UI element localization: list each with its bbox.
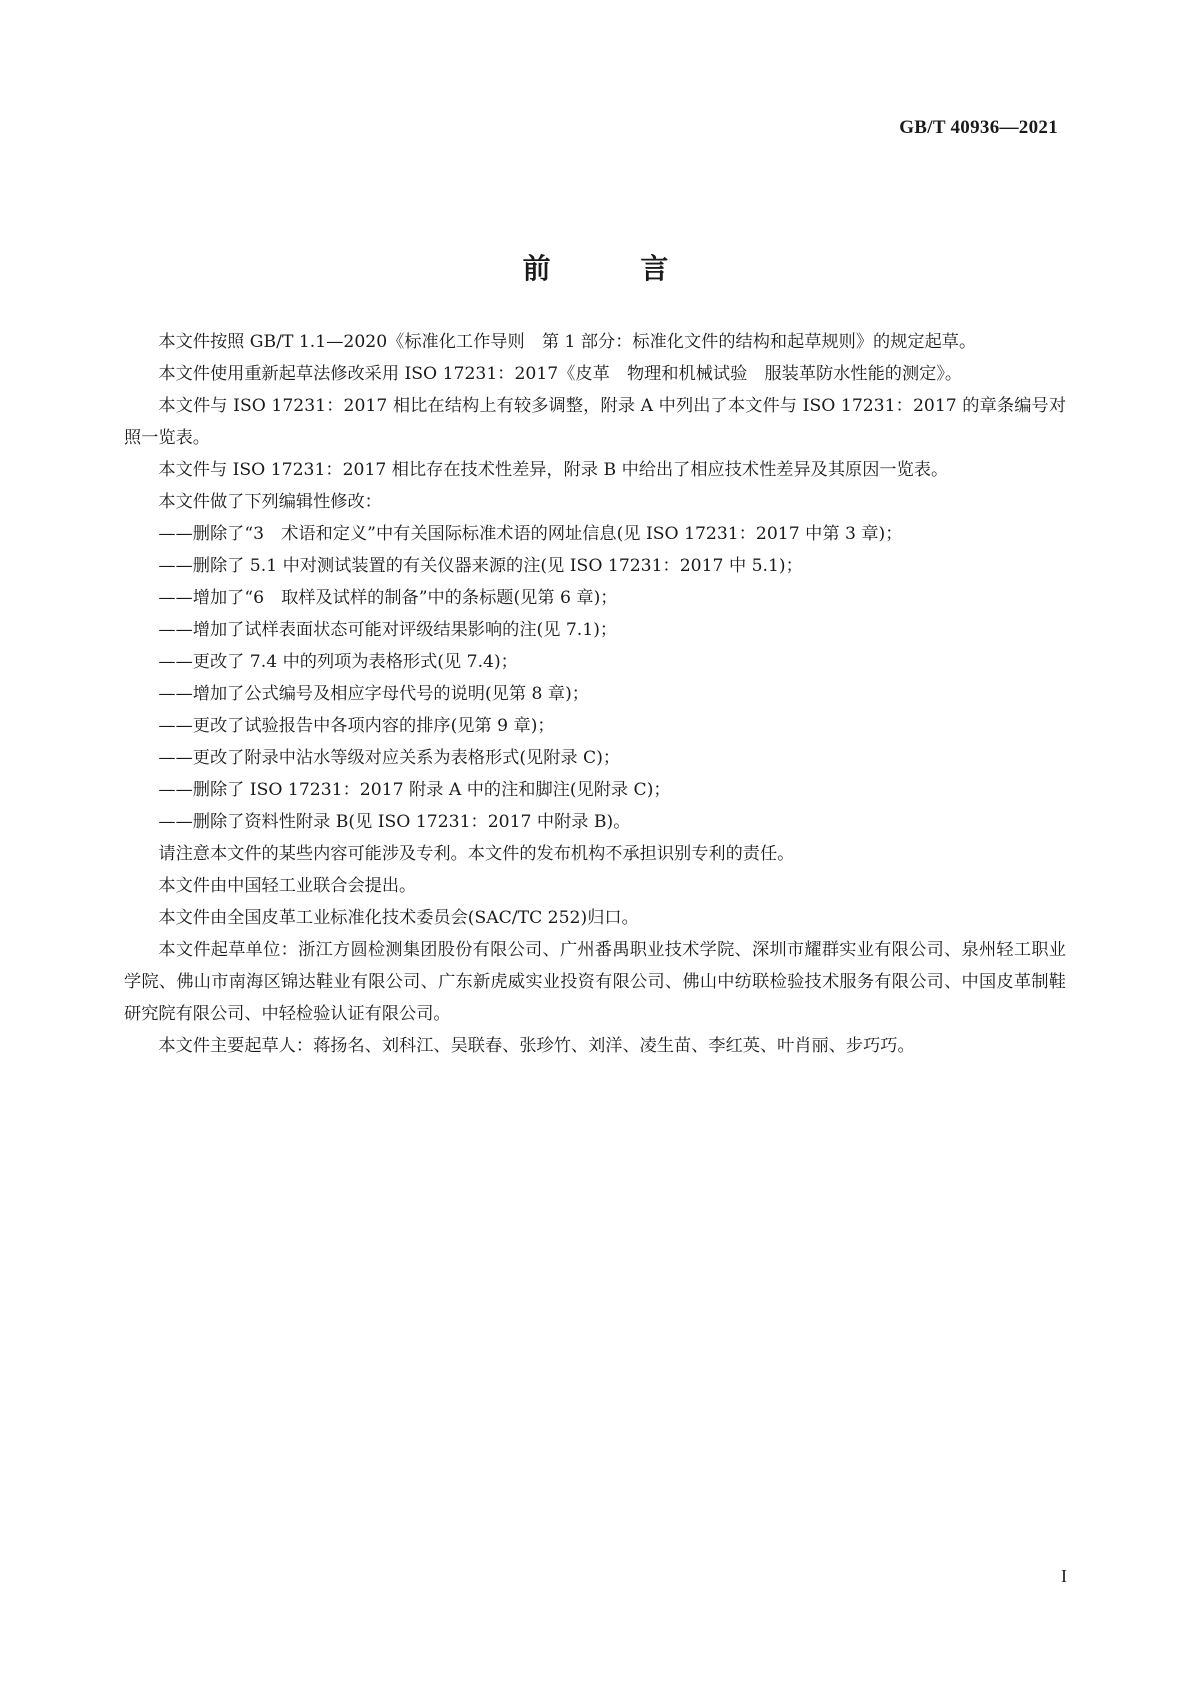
document-code: GB/T 40936—2021: [899, 117, 1058, 138]
list-item: ——更改了试验报告中各项内容的排序(见第 9 章)；: [158, 716, 555, 736]
page-number: I: [1061, 1566, 1067, 1586]
list-item: ——更改了 7.4 中的列项为表格形式(见 7.4)；: [158, 652, 518, 672]
paragraph-adoption: 本文件使用重新起草法修改采用 ISO 17231：2017《皮革 物理和机械试验 服装革防水性能的测定》。: [158, 364, 963, 384]
paragraph-drafting-rules: 本文件按照 GB/T 1.1—2020《标准化工作导则 第 1 部分：标准化文件的结构和起草规则》的规定起草。: [158, 332, 977, 352]
list-item: ——删除了资料性附录 B(见 ISO 17231：2017 中附录 B)。: [158, 812, 631, 832]
page-title: 前 言: [522, 251, 709, 285]
paragraph-proposer: 本文件由中国轻工业联合会提出。: [158, 876, 417, 896]
paragraph-committee: 本文件由全国皮革工业标准化技术委员会(SAC/TC 252)归口。: [158, 908, 639, 928]
paragraph-patent-notice: 请注意本文件的某些内容可能涉及专利。本文件的发布机构不承担识别专利的责任。: [158, 844, 795, 864]
paragraph-technical-differences: 本文件与 ISO 17231：2017 相比存在技术性差异，附录 B 中给出了相应技术性差异及其原因一览表。: [158, 460, 949, 480]
list-item: ——删除了 5.1 中对测试装置的有关仪器来源的注(见 ISO 17231：2017 中 5.1)；: [158, 556, 803, 576]
foreword-body: [124, 326, 1066, 1062]
paragraph-structure-changes: 本文件与 ISO 17231：2017 相比在结构上有较多调整，附录 A 中列出了本文件与 ISO 17231：2017 的章条编号对照一览表。: [124, 396, 1067, 448]
list-item: ——增加了“6 取样及试样的制备”中的条标题(见第 6 章)；: [158, 588, 618, 608]
editorial-changes-list: [124, 518, 1066, 838]
list-item: ——删除了“3 术语和定义”中有关国际标准术语的网址信息(见 ISO 17231：2017 中第 3 章)；: [158, 524, 903, 544]
list-item: ——删除了 ISO 17231：2017 附录 A 中的注和脚注(见附录 C)；: [158, 780, 671, 800]
paragraph-drafting-units: 本文件起草单位：浙江方圆检测集团股份有限公司、广州番禺职业技术学院、深圳市耀群实业有限公司、泉州轻工职业学院、佛山市南海区锦达鞋业有限公司、广东新虎威实业投资有限公司、佛山中纺联检验技术服务有限公司、中国皮革制鞋研究院有限公司、中轻检验认证有限公司。: [124, 940, 1066, 1024]
list-item: ——增加了试样表面状态可能对评级结果影响的注(见 7.1)；: [158, 620, 618, 640]
paragraph-editorial-intro: 本文件做了下列编辑性修改：: [158, 492, 382, 512]
list-item: ——更改了附录中沾水等级对应关系为表格形式(见附录 C)；: [158, 748, 621, 768]
list-item: ——增加了公式编号及相应字母代号的说明(见第 8 章)；: [158, 684, 589, 704]
paragraph-drafters: 本文件主要起草人：蒋扬名、刘科江、吴联春、张珍竹、刘洋、凌生苗、李红英、叶肖丽、步巧巧。: [158, 1036, 915, 1056]
